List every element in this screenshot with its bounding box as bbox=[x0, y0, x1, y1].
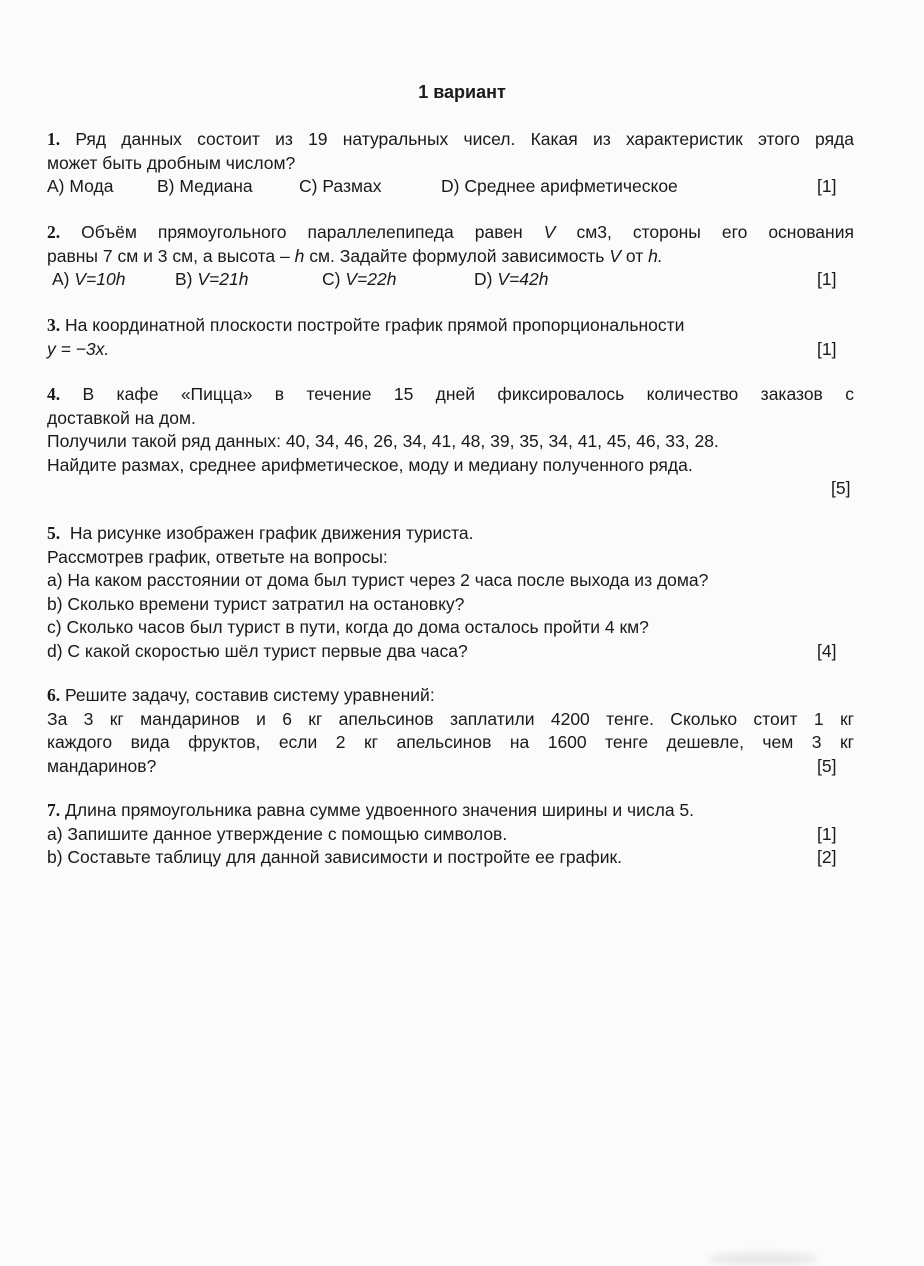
task-3-number: 3. bbox=[47, 315, 61, 335]
task-5-line-2: Рассмотрев график, ответьте на вопросы: bbox=[47, 546, 388, 567]
task-5-question-b: b) Сколько времени турист затратил на остановку? bbox=[47, 593, 465, 614]
task-4-line-3: Получили такой ряд данных: 40, 34, 46, 26, 34, 41, 48, 39, 35, 34, 41, 45, 46, 33, 28. bbox=[47, 431, 719, 451]
task-3-score: [1] bbox=[817, 338, 837, 359]
task-2-line-2: равны 7 см и 3 см, а высота – h см. Задайте формулой зависимость V от h. bbox=[47, 245, 663, 266]
task-3-formula: y = −3x. bbox=[47, 338, 110, 359]
task-3-line-1: 3. На координатной плоскости постройте график прямой пропорциональности bbox=[47, 315, 685, 335]
task-5 bbox=[47, 522, 854, 663]
task-5-question-d-line bbox=[47, 640, 854, 664]
task-7-score-b: [2] bbox=[817, 847, 837, 867]
task-7-question-a-line bbox=[47, 823, 854, 847]
task-1-option-a: A) Мода bbox=[47, 176, 114, 196]
task-3 bbox=[47, 314, 854, 361]
task-2-option-a: A) V=10h bbox=[52, 269, 126, 289]
task-1 bbox=[47, 128, 854, 199]
task-2-score: [1] bbox=[817, 269, 837, 289]
task-6-line-2: За 3 кг мандаринов и 6 кг апельсинов заплатили 4200 тенге. Сколько стоит 1 кг bbox=[47, 708, 854, 729]
task-6-line-1: 6. Решите задачу, составив систему уравнений: bbox=[47, 685, 435, 705]
task-1-option-c: C) Размах bbox=[299, 176, 382, 196]
task-5-question-a: a) На каком расстоянии от дома был турист через 2 часа после выхода из дома? bbox=[47, 570, 709, 590]
task-1-line-1: 1. Ряд данных состоит из 19 натуральных чисел. Какая из характеристик этого ряда bbox=[47, 129, 854, 149]
task-6-line-4: мандаринов? [5] bbox=[47, 755, 854, 779]
task-2-options bbox=[47, 268, 854, 292]
task-1-score: [1] bbox=[817, 176, 837, 196]
task-1-option-d: D) Среднее арифметическое bbox=[441, 176, 678, 196]
task-2-option-c: C) V=22h bbox=[322, 269, 397, 289]
task-7-line-1: 7. Длина прямоугольника равна сумме удвоенного значения ширины и числа 5. bbox=[47, 800, 695, 820]
task-4-score-line bbox=[47, 477, 854, 501]
task-1-option-b: B) Медиана bbox=[157, 176, 253, 196]
task-6 bbox=[47, 684, 854, 778]
task-5-question-d: d) С какой скоростью шёл турист первые два часа? bbox=[47, 640, 468, 661]
task-7-question-a: a) Запишите данное утверждение с помощью символов. bbox=[47, 823, 508, 844]
task-7-score-a: [1] bbox=[817, 823, 837, 844]
page-title: 1 вариант bbox=[418, 82, 506, 102]
scan-smudge bbox=[708, 1252, 818, 1266]
task-1-number: 1. bbox=[47, 129, 61, 149]
task-4-score: [5] bbox=[831, 478, 851, 498]
task-2-number: 2. bbox=[47, 222, 61, 242]
task-4-line-1: 4. В кафе «Пицца» в течение 15 дней фиксировалось количество заказов с bbox=[47, 384, 854, 404]
task-2-option-d: D) V=42h bbox=[474, 269, 549, 289]
task-6-line-3: каждого вида фруктов, если 2 кг апельсинов на 1600 тенге дешевле, чем 3 кг bbox=[47, 732, 854, 752]
task-3-line-2 bbox=[47, 338, 854, 362]
task-7-question-b-line bbox=[47, 846, 854, 870]
task-1-options bbox=[47, 175, 854, 199]
task-2-line-1: 2. Объём прямоугольного параллелепипеда равен V см3, стороны его основания bbox=[47, 222, 854, 242]
task-2-option-b: B) V=21h bbox=[175, 269, 249, 289]
task-2 bbox=[47, 221, 854, 292]
task-7-number: 7. bbox=[47, 800, 61, 820]
task-4-line-4: Найдите размах, среднее арифметическое, моду и медиану полученного ряда. bbox=[47, 454, 693, 475]
task-7-question-b: b) Составьте таблицу для данной зависимости и постройте ее график. bbox=[47, 847, 623, 867]
task-5-number: 5. bbox=[47, 523, 61, 543]
task-6-number: 6. bbox=[47, 685, 61, 705]
task-4-number: 4. bbox=[47, 384, 61, 404]
task-7 bbox=[47, 799, 854, 870]
task-5-score: [4] bbox=[817, 640, 837, 661]
task-5-question-c: c) Сколько часов был турист в пути, когда до дома осталось пройти 4 км? bbox=[47, 617, 649, 637]
task-1-line-2: может быть дробным числом? bbox=[47, 152, 296, 173]
task-4 bbox=[47, 383, 854, 501]
task-5-line-1: 5. На рисунке изображен график движения туриста. bbox=[47, 523, 474, 543]
task-4-line-2: доставкой на дом. bbox=[47, 407, 196, 428]
task-6-score: [5] bbox=[817, 755, 837, 776]
